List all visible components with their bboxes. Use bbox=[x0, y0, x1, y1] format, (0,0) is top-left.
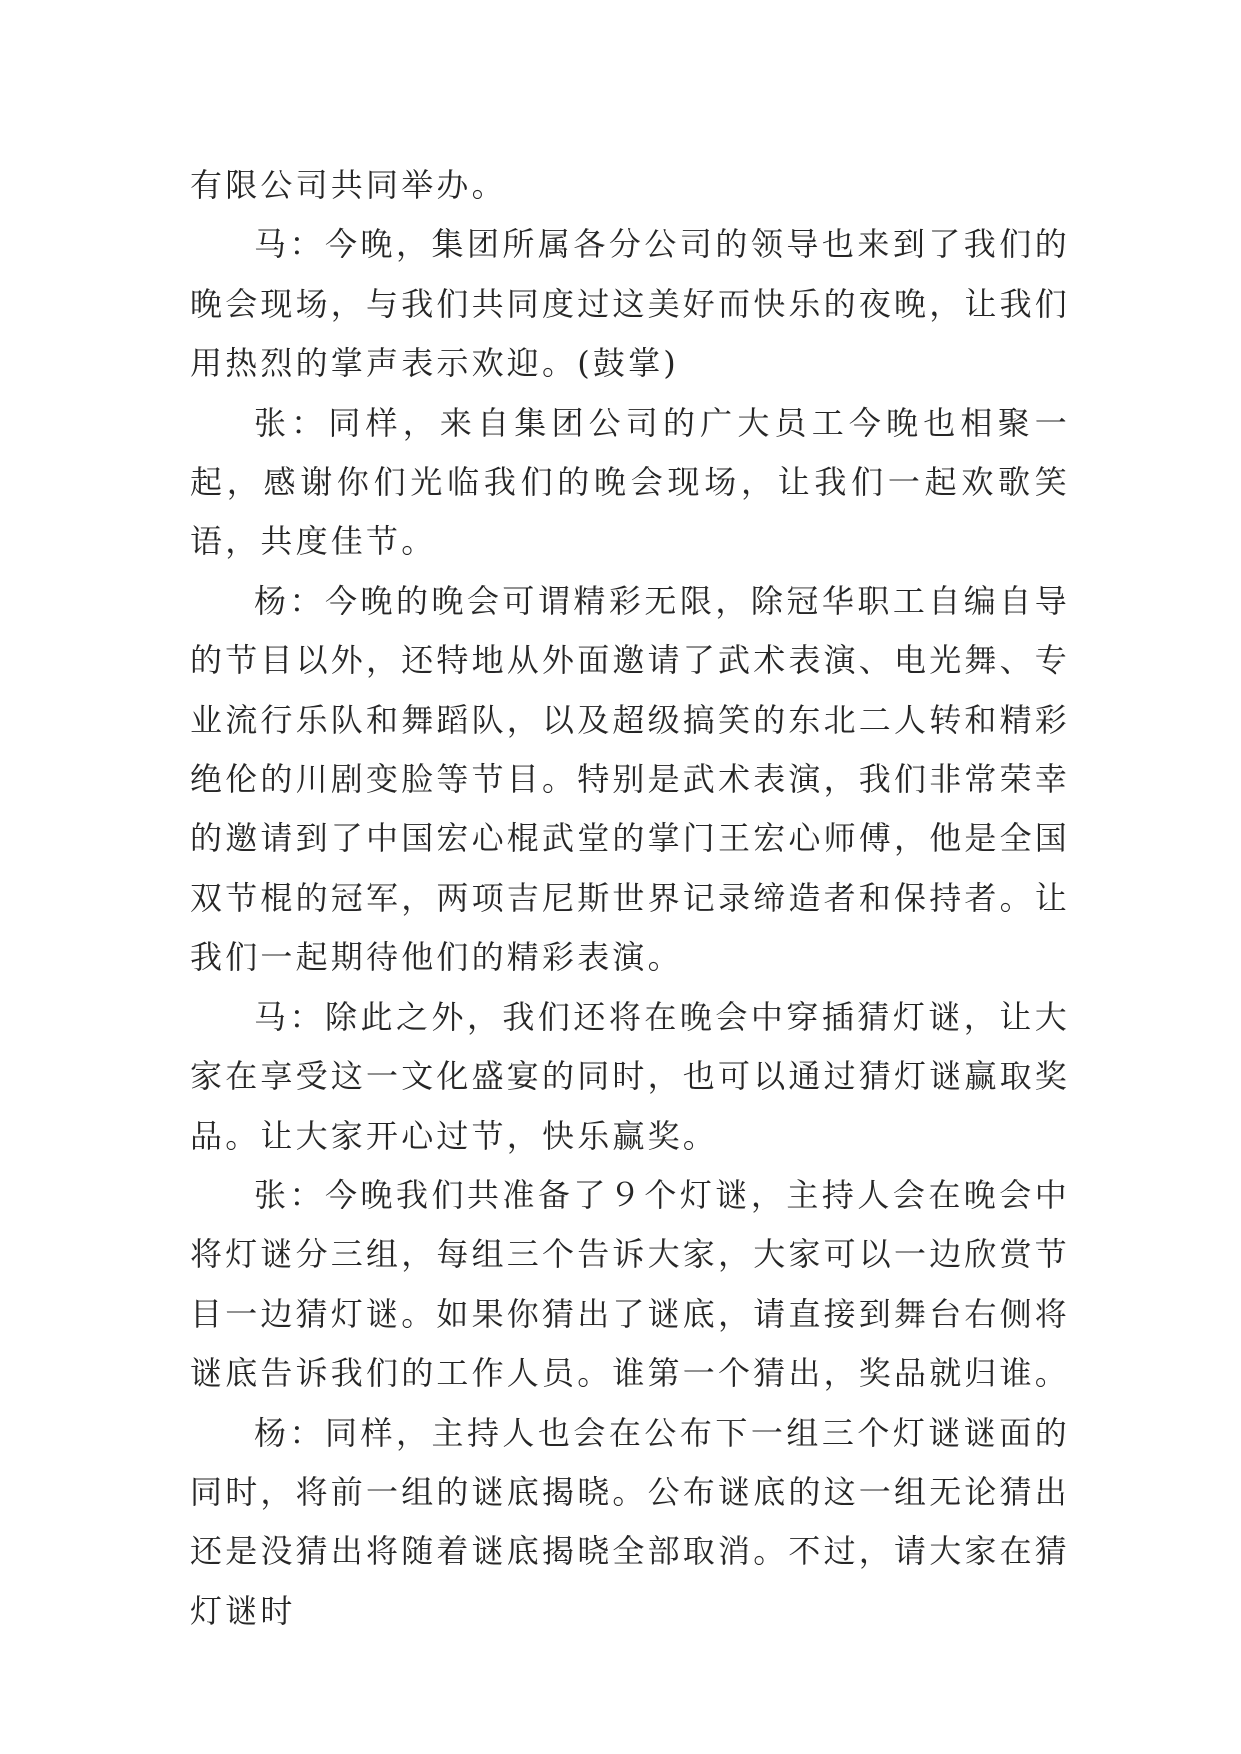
paragraph-continuation: 有限公司共同举办。 bbox=[190, 166, 507, 204]
paragraph-zhang-riddle-rules: 张：今晚我们共准备了９个灯谜，主持人会在晚会中将灯谜分三组，每组三个告诉大家，大家可以一边欣赏节目一边猜灯谜。如果你猜出了谜底，请直接到舞台右侧将谜底告诉我们的工作人员。谁第一个猜出，奖品就归谁。 bbox=[190, 1175, 1071, 1393]
paragraph-ma-welcome-leaders: 马：今晚，集团所属各分公司的领导也来到了我们的晚会现场，与我们共同度过这美好而快乐的夜晚，让我们用热烈的掌声表示欢迎。(鼓掌) bbox=[190, 225, 1071, 383]
document-body bbox=[190, 156, 1070, 1641]
paragraph-ma-lantern-riddles: 马：除此之外，我们还将在晚会中穿插猜灯谜，让大家在享受这一文化盛宴的同时，也可以通过猜灯谜赢取奖品。让大家开心过节，快乐赢奖。 bbox=[190, 997, 1071, 1155]
paragraph-zhang-welcome-staff: 张：同样，来自集团公司的广大员工今晚也相聚一起，感谢你们光临我们的晚会现场，让我们一起欢歌笑语，共度佳节。 bbox=[190, 403, 1070, 561]
paragraph-yang-riddle-answers: 杨：同样，主持人也会在公布下一组三个灯谜谜面的同时，将前一组的谜底揭晓。公布谜底的这一组无论猜出还是没猜出将随着谜底揭晓全部取消。不过，请大家在猜灯谜时 bbox=[190, 1413, 1071, 1630]
paragraph-yang-program-intro: 杨：今晚的晚会可谓精彩无限，除冠华职工自编自导的节目以外，还特地从外面邀请了武术表演、电光舞、专业流行乐队和舞蹈队，以及超级搞笑的东北二人转和精彩绝伦的川剧变脸等节目。特别是武术表演，我们非常荣幸的邀请到了中国宏心棍武堂的掌门王宏心师傅，他是全国双节棍的冠军，两项吉尼斯世界记录缔造者和保持者。让我们一起期待他们的精彩表演。 bbox=[190, 581, 1071, 977]
